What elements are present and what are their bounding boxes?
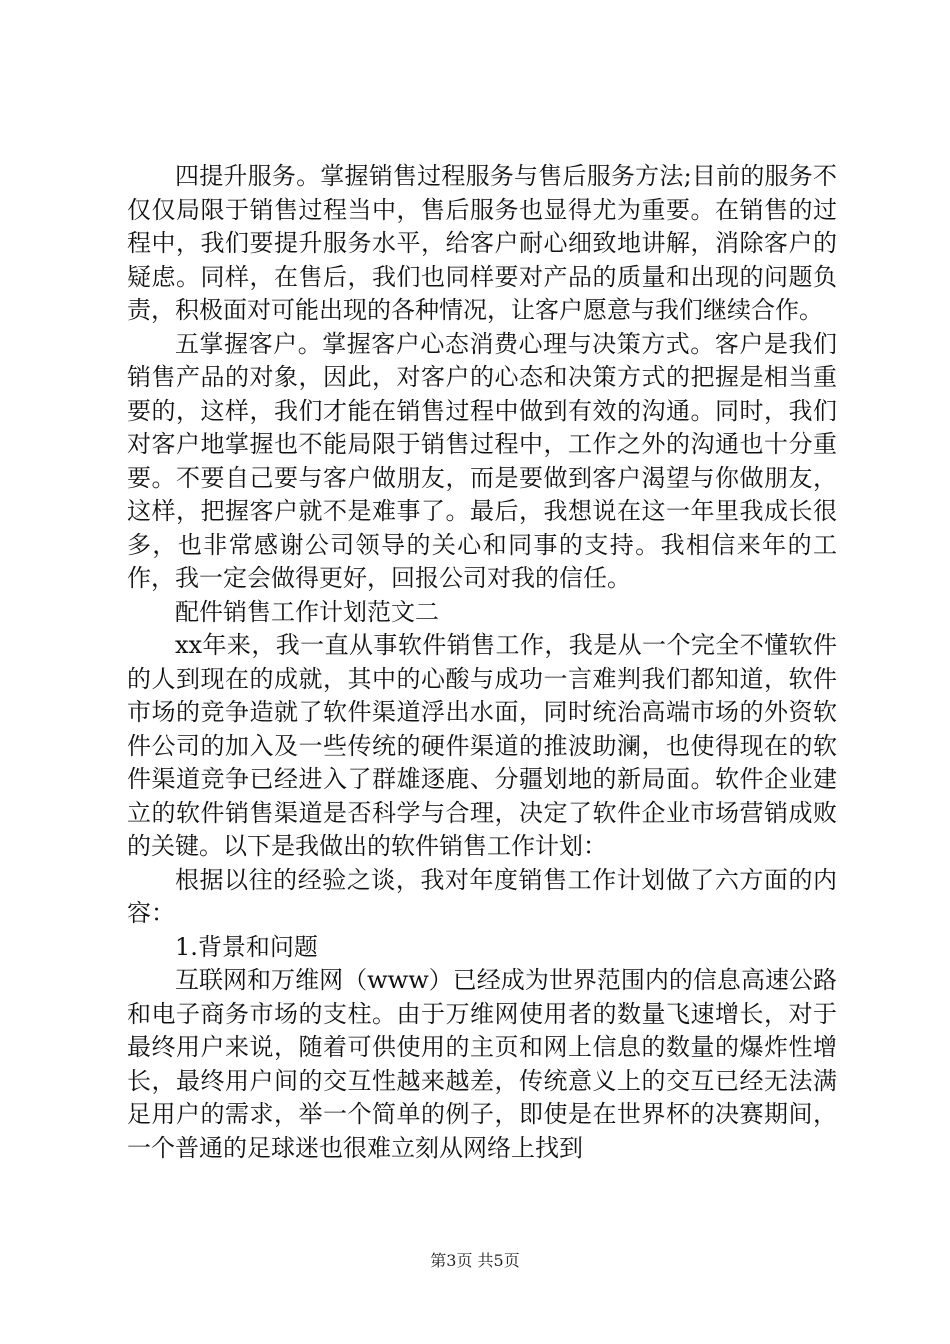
paragraph-background: 互联网和万维网（www）已经成为世界范围内的信息高速公路和电子商务市场的支柱。由于万维网使用者的数量飞速增长，对于最终用户来说，随着可供使用的主页和网上信息的数量的爆炸性增长，最终用户间的交互性越来越差，传统意义上的交互已经无法满足用户的需求，举一个简单的例子，即使是在世界杯的决赛期间，一个普通的足球迷也很难立刻从网络上找到 [127,966,837,1162]
section-heading: 配件销售工作计划范文二 [175,597,439,626]
subsection-heading: 1.背景和问题 [175,932,318,961]
page-footer: 第3页 共5页 [430,1251,520,1270]
document-body [127,160,837,1165]
paragraph-intro: xx年来，我一直从事软件销售工作，我是从一个完全不懂软件的人到现在的成就，其中的心酸与成功一言难判我们都知道，软件市场的竞争造就了软件渠道浮出水面，同时统治高端市场的外资软件公司的加入及一些传统的硬件渠道的推波助澜，也使得现在的软件渠道竞争已经进入了群雄逐鹿、分疆划地的新局面。软件企业建立的软件销售渠道是否科学与合理，决定了软件企业市场营销成败的关键。以下是我做出的软件销售工作计划： [127,631,837,860]
paragraph-plan-overview: 根据以往的经验之谈，我对年度销售工作计划做了六方面的内容： [127,865,837,927]
paragraph-service: 四提升服务。掌握销售过程服务与售后服务方法;目前的服务不仅仅局限于销售过程当中，售后服务也显得尤为重要。在销售的过程中，我们要提升服务水平，给客户耐心细致地讲解，消除客户的疑虑。同样，在售后，我们也同样要对产品的质量和出现的问题负责，积极面对可能出现的各种情况，让客户愿意与我们继续合作。 [127,162,837,324]
paragraph-customer: 五掌握客户。掌握客户心态消费心理与决策方式。客户是我们销售产品的对象，因此，对客户的心态和决策方式的把握是相当重要的，这样，我们才能在销售过程中做到有效的沟通。同时，我们对客户地掌握也不能局限于销售过程中，工作之外的沟通也十分重要。不要自己要与客户做朋友，而是要做到客户渴望与你做朋友，这样，把握客户就不是难事了。最后，我想说在这一年里我成长很多，也非常感谢公司领导的关心和同事的支持。我相信来年的工作，我一定会做得更好，回报公司对我的信任。 [127,329,837,592]
